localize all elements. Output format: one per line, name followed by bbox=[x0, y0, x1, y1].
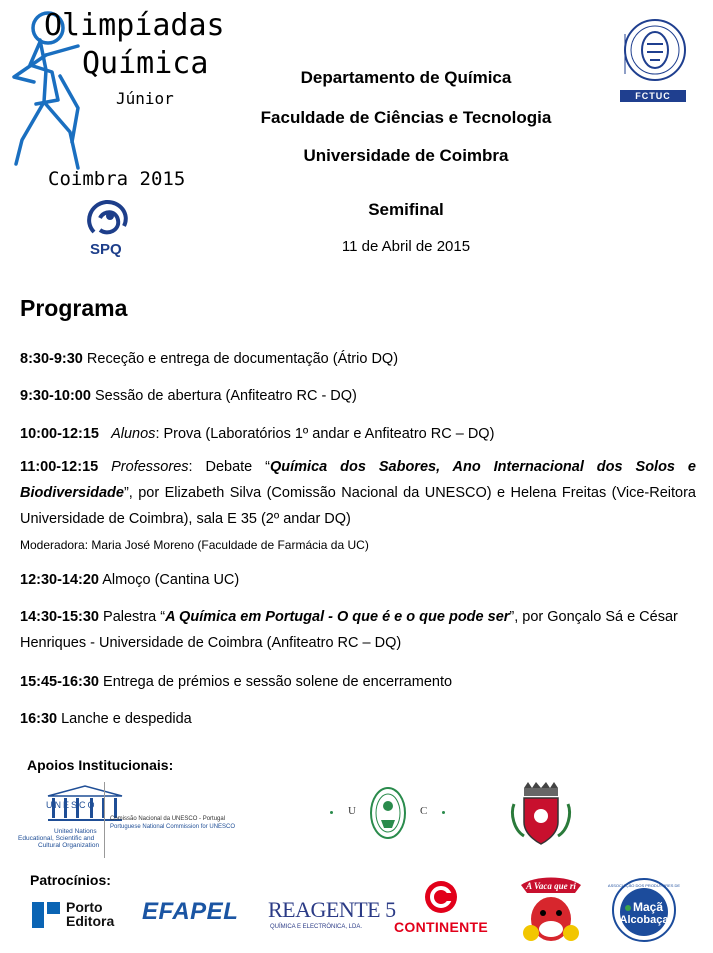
item-text-post: ”, por Elizabeth Silva (Comissão Nacional da UNESCO) e Helena Freitas (Vice-Reitora Universidade de Coimbra), sala E 35 (2º andar DQ) bbox=[20, 485, 696, 527]
maca-alcobaca-logo bbox=[607, 878, 681, 942]
item-time: 14:30-15:30 bbox=[20, 609, 99, 625]
department-name: Departamento de Química bbox=[300, 68, 512, 87]
coat-of-arms-icon bbox=[510, 780, 572, 850]
moderator-note: Moderadora: Maria José Moreno (Faculdade de Farmácia da UC) bbox=[20, 538, 369, 552]
unesco-brand: UNESCO bbox=[46, 800, 97, 810]
porto-editora-text bbox=[66, 900, 114, 928]
uc-seal-icon bbox=[368, 786, 408, 840]
item-text: Entrega de prémios e sessão solene de encerramento bbox=[99, 674, 453, 690]
item-text-pre: Palestra “ bbox=[99, 609, 166, 625]
logo-title-line4: Coimbra 2015 bbox=[48, 168, 186, 190]
spq-label: SPQ bbox=[90, 241, 122, 258]
program-item bbox=[20, 383, 696, 409]
item-time: 11:00-12:15 bbox=[20, 459, 99, 475]
porto-editora-icon bbox=[32, 902, 62, 928]
event-title: Semifinal bbox=[368, 200, 444, 219]
reagente-subtext: QUÍMICA E ELECTRÓNICA, LDA. bbox=[270, 924, 363, 930]
uc-letter-u: U bbox=[348, 805, 356, 817]
uc-letter-c: C bbox=[420, 805, 428, 817]
continente-logo bbox=[390, 873, 492, 943]
fctuc-label: FCTUC bbox=[620, 90, 686, 102]
item-lecture-title: A Química em Portugal - O que é e o que pode ser bbox=[165, 609, 510, 625]
item-time: 12:30-14:20 bbox=[20, 572, 99, 588]
item-time: 9:30-10:00 bbox=[20, 388, 91, 404]
unesco-line3: Cultural Organization bbox=[38, 842, 100, 849]
unesco-side2: Portuguese National Commission for UNESCO bbox=[110, 824, 236, 830]
program-item bbox=[20, 346, 696, 372]
uc-dot bbox=[442, 811, 445, 814]
item-text-post: ”, por Gonçalo Sá e César Henriques - Universidade de Coimbra (Anfiteatro RC – DQ) bbox=[20, 609, 678, 651]
faculty-name: Faculdade de Ciências e Tecnologia bbox=[260, 108, 552, 127]
continente-text: CONTINENTE bbox=[394, 919, 488, 935]
fctuc-logo bbox=[617, 14, 689, 102]
university-name: Universidade de Coimbra bbox=[303, 146, 509, 165]
uc-logo bbox=[330, 786, 445, 842]
unesco-logo bbox=[18, 782, 263, 860]
porto-editora-logo bbox=[32, 899, 115, 930]
maca-line1: Maçã bbox=[632, 900, 664, 914]
porto-editora-line2: Editora bbox=[66, 913, 115, 929]
item-text: Lanche e despedida bbox=[57, 711, 192, 727]
item-text: Sessão de abertura (Anfiteatro RC - DQ) bbox=[90, 388, 357, 404]
logo-title-line3: Júnior bbox=[116, 89, 174, 108]
item-text: Receção e entrega de documentação (Átrio DQ) bbox=[82, 351, 399, 367]
vaca-text: A Vaca que ri bbox=[526, 881, 576, 891]
item-text: : Prova (Laboratórios 1º andar e Anfiteatro RC – DQ) bbox=[155, 426, 495, 442]
continente-icon bbox=[390, 873, 492, 919]
program-item bbox=[20, 421, 696, 447]
unesco-divider bbox=[104, 782, 105, 858]
program-item bbox=[20, 669, 696, 695]
item-text-pre: : Debate “ bbox=[188, 459, 270, 475]
item-text: Almoço (Cantina UC) bbox=[99, 572, 240, 588]
program-heading: Programa bbox=[20, 295, 128, 321]
logo-title-line2: Química bbox=[82, 46, 209, 81]
porto-editora-line1: Porto bbox=[66, 899, 103, 915]
supports-title: Apoios Institucionais: bbox=[27, 757, 174, 773]
vaca-que-ri-logo bbox=[515, 873, 587, 945]
program-item bbox=[20, 706, 696, 732]
program-item bbox=[20, 454, 696, 532]
item-debate-title: Química dos Sabores, Ano Internacional dos Solos e Biodiversidade bbox=[20, 459, 696, 501]
reagente-text: REAGENTE 5 bbox=[268, 897, 396, 922]
maca-line2: Alcobaça bbox=[619, 914, 669, 926]
fctuc-seal-icon bbox=[617, 14, 689, 88]
program-item bbox=[20, 604, 696, 656]
coimbra-coat-of-arms bbox=[510, 780, 572, 850]
item-role: Professores bbox=[111, 459, 189, 475]
logo-title-line1: Olimpíadas bbox=[44, 8, 225, 43]
laughing-cow-icon bbox=[515, 873, 587, 945]
reagente-logo bbox=[268, 897, 396, 937]
event-date: 11 de Abril de 2015 bbox=[341, 238, 471, 255]
item-time: 15:45-16:30 bbox=[20, 674, 99, 690]
unesco-line2: Educational, Scientific and bbox=[18, 835, 95, 842]
item-time: 8:30-9:30 bbox=[20, 351, 83, 367]
unesco-line1: United Nations bbox=[54, 828, 97, 835]
sponsors-title: Patrocínios: bbox=[30, 872, 111, 888]
item-time: 10:00-12:15 bbox=[20, 426, 99, 442]
item-role: Alunos bbox=[111, 426, 156, 442]
unesco-side1: Comissão Nacional da UNESCO - Portugal bbox=[110, 816, 226, 822]
spq-logo bbox=[80, 196, 136, 266]
item-time: 16:30 bbox=[20, 711, 58, 727]
program-item bbox=[20, 567, 696, 593]
maca-alcobaca-icon bbox=[607, 878, 681, 942]
uc-dot bbox=[330, 811, 333, 814]
maca-top-text: ASSOCIAÇÃO DOS PRODUTORES DE bbox=[607, 883, 681, 888]
spq-emblem-icon bbox=[80, 196, 136, 242]
efapel-logo: EFAPEL bbox=[142, 898, 239, 925]
